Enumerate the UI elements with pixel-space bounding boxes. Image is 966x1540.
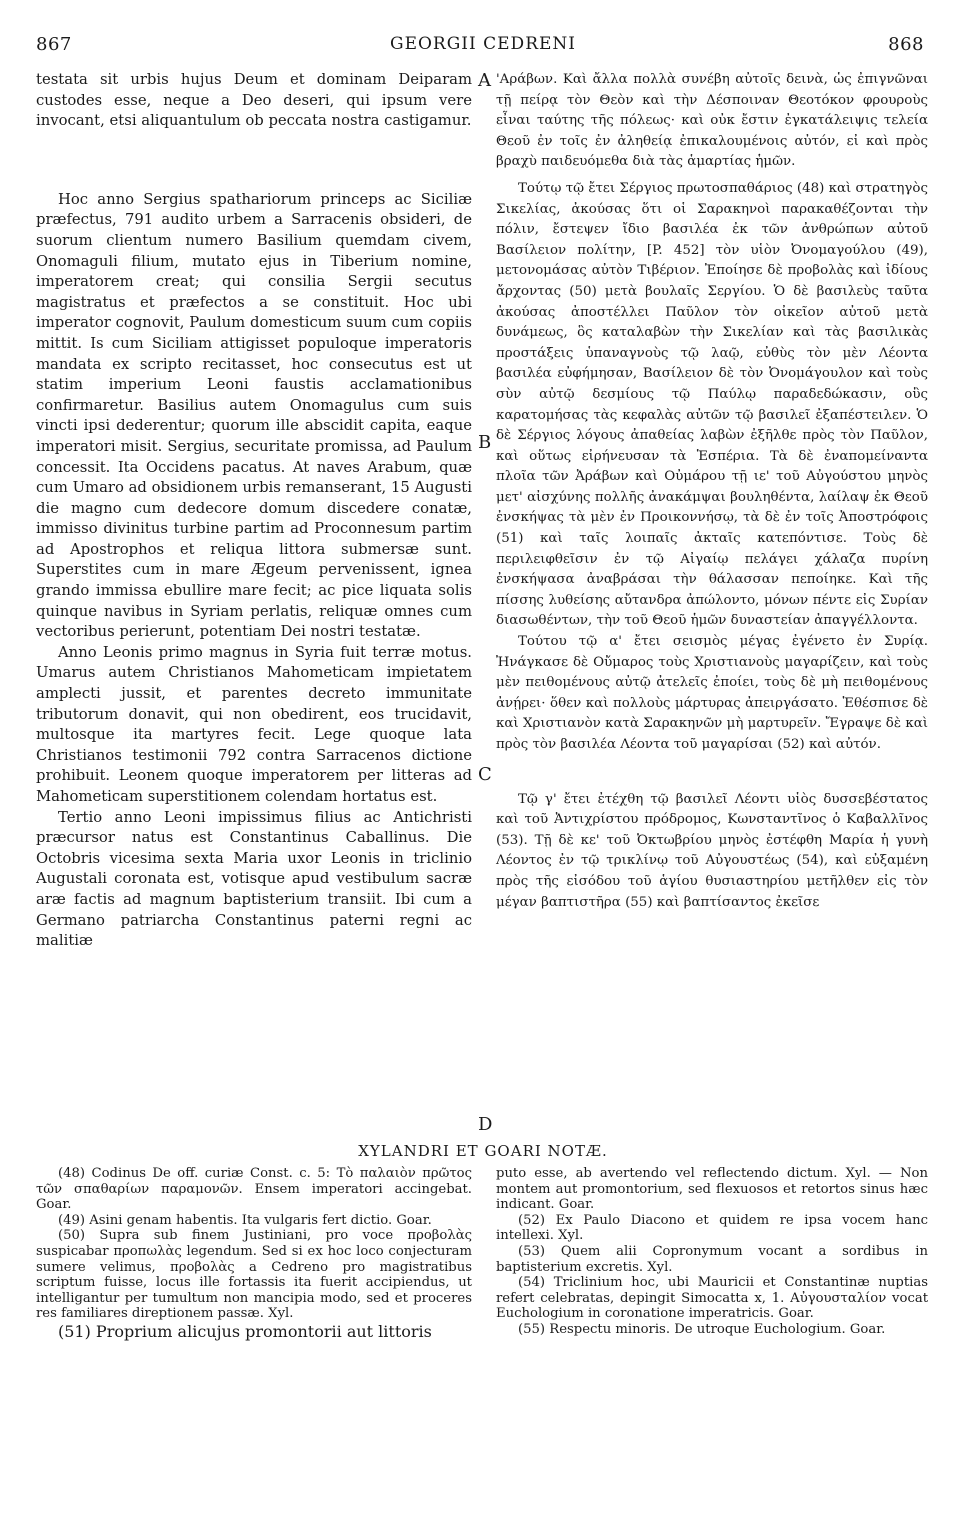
notes-right-column <box>496 1166 928 1338</box>
footnote: puto esse, ab avertendo vel reflectendo dictum. Xyl. — Non montem aut promontorium, sed flexuosos et retortos sinus hæc indicant. Goar. <box>496 1166 928 1213</box>
footnote: (53) Quem alii Copronymum vocant a sordibus in baptisterium excretis. Xyl. <box>496 1243 928 1275</box>
footnote: (50) Supra sub finem Justiniani, pro voce προβολὰς suspicabar προπωλὰς legendum. Sed si ex hoc loco conjecturam sumere velimus, προβολὰς a Cedreno pro magistratibus scriptum fuisse, locus ille fortassis ita fuerit accipiendus, ut intelligantur per tumultum non mancipia modo, sed et proceres res familiares direptionem passæ. Xyl. <box>36 1228 472 1322</box>
footnote: (52) Ex Paulo Diacono et quidem re ipsa vocem hanc intellexi. Xyl. <box>496 1212 928 1244</box>
running-title: GEORGII CEDRENI <box>390 34 576 54</box>
margin-marker-a: A <box>478 70 491 91</box>
footnote: (54) Triclinium hoc, ubi Mauricii et Constantinæ nuptias refert celebratas, depingit Simocatta x, 1. Αὐγουσταλίον vocat Euchologium in coronatione imperatricis. Goar. <box>496 1275 928 1322</box>
page-number-left: 867 <box>36 34 72 55</box>
margin-marker-d: D <box>478 1114 493 1135</box>
margin-marker-b: B <box>478 432 492 453</box>
greek-paragraph: 'Αράβων. Καὶ ἄλλα πολλὰ συνέβη αὐτοῖς δεινὰ, ὡς ἐπιγνῶναι τῇ πείρᾳ τὸν Θεὸν καὶ τὴν Δέσποιναν Θεοτόκον φρουροὺς εἶναι ταύτης τῆς πόλεως· καὶ οὐκ ἔστιν ἐγκατάλειψις τελεία Θεοῦ ἐν τοῖς ἐν ἀληθείᾳ ἐπικαλουμένοις αὐτόν, εἰ καὶ πρὸς βραχὺ παιδευόμεθα διὰ τὰς ἁμαρτίας ἡμῶν. <box>496 72 928 170</box>
latin-paragraph: Hoc anno Sergius spathariorum princeps ac Siciliæ præfectus, 791 audito urbem a Sarracenis obsideri, de suorum clientum numero Basilium quemdam civem, Onomaguli filium, mutato ejus in Tiberium nomine, imperatorem creat; qui consilia Sergii secutus magistratus et præfectos a se constituit. Hoc ubi imperator cognovit, Paulum domesticum suum cum copiis mittit. Is cum Siciliam attigisset populoque imperatoris mandata ex scripto recitasset, hoc consecutus est ut statim imperium Leoni faustis acclamationibus confirmaretur. Basilius autem Onomagulus cum suis vincti ipsi dederentur; quorum ille abscidit capita, eaque imperatori misit. Sergius, securitate promissa, ad Paulum concessit. Ita Occidens pacatus. At naves Arabum, quæ cum Umaro ad obsidionem urbis remanserant, 15 Augusti die magno cum dedecore domum discedere conatæ, immisso divinitus turbine partim ad Proconnesum partim ad Apostrophos et reliqua littora submersæ sunt. Superstites cum in mare Ægeum pervenissent, ignea grando immissa ebullire mare fecit; ac pice liquata solis quinque navibus in Syriam perlatis, reliquæ omnes cum vectoribus perierunt, potentiam Dei nostri testatæ. <box>36 190 472 641</box>
latin-column <box>36 70 472 952</box>
greek-paragraph: Τῷ γ' ἔτει ἐτέχθη τῷ βασιλεῖ Λέοντι υἱὸς δυσσεβέστατος καὶ τοῦ Ἀντιχρίστου πρόδρομος, Κωνσταντῖνος ὁ Καβαλλῖνος (53). Τῇ δὲ κε' τοῦ Ὀκτωβρίου μηνὸς ἐστέφθη Μαρία ἡ γυνὴ Λέοντος ἐν τῷ τρικλίνῳ τοῦ Αὐγουστέως (54), καὶ εὐξαμένη πρὸς τῆς εἰσόδου τοῦ ἁγίου θυσιαστηρίου μετῆλθεν εἰς τὸν μέγαν βαπτιστῆρα (55) καὶ βαπτίσαντος ἐκεῖσε <box>496 791 928 910</box>
latin-paragraph: Anno Leonis primo magnus in Syria fuit terræ motus. Umarus autem Christianos Mahometicam impietatem amplecti jussit, et parentes decreto immunitate tributorum donavit, qui non obedirent, eos trucidavit, multosque ita martyres fecit. Lege quoque lata Christianos testimonii 792 contra Sarracenos dictione prohibuit. Leonem quoque imperatorem per litteras ad Mahometicam superstitionem colendam hortatus est. <box>36 643 472 805</box>
latin-paragraph: Tertio anno Leoni impissimus filius ac Antichristi præcursor natus est Constantinus Caballinus. Die Octobris vicesima sexta Maria uxor Leonis in triclinio Augustali coronata est, votisque apud vestibulum sacræ aræ factis ad magnum baptisterium transiit. Ibi cum a Germano patriarcha Constantinus paterni regni ac malitiæ <box>36 808 472 950</box>
greek-paragraph: Τούτῳ τῷ ἔτει Σέργιος πρωτοσπαθάριος (48) καὶ στρατηγὸς Σικελίας, ἀκούσας ὅτι οἱ Σαρακηνοὶ παρακαθέζονται τὴν πόλιν, ἔστεψεν ἴδιο βασιλέα ἐκ τῶν ἀνθρώπων αὐτοῦ Βασίλειον πολίτην, [P. 452] τὸν υἱὸν Ὀνομαγούλου (49), μετονομάσας αὐτὸν Τιβέριον. Ἐποίησε δὲ προβολὰς καὶ ἰδίους ἄρχοντας (50) μετὰ βουλαῖς Σεργίου. Ὁ δὲ βασιλεὺς ταῦτα ἀκούσας ἀποστέλλει Παῦλον τὸν οἰκεῖον αὐτοῦ μετὰ δυνάμεως, ὃς καταλαβὼν τὴν Σικελίαν καὶ τὰς βασιλικὰς προστάξεις ὑπαναγνοὺς τῷ λαῷ, εὐθὺς τὸν μὲν Λέοντα βασιλέα εὐφήμησαν, Βασίλειον δὲ τὸν Ὀνομάγουλον καὶ τοὺς σὺν αὐτῷ δεσμίους τῷ Παύλῳ παραδεδώκασιν, οὓς καρατομήσας τὰς κεφαλὰς αὐτῶν τῷ βασιλεῖ ἐξαπέστειλεν. Ὁ δὲ Σέργιος λόγους ἀπαθείας λαβὼν ἐξῆλθε πρὸς τὸν Παῦλον, καὶ οὕτως εἰρήνευσαν τὰ Ἑσπέρια. Τὰ δὲ ἐναπομείναντα πλοῖα τῶν Ἀράβων καὶ Οὐμάρου τῇ ιε' τοῦ Αὐγούστου μηνὸς μετ' αἰσχύνης πολλῆς ἀνακάμψαι βουληθέντα, λαίλαψ ἐκ Θεοῦ ἐνσκήψας τὰ μὲν ἐν Προικοννήσῳ, τὰ δὲ ἐν τοῖς Ἀποστρόφοις (51) καὶ ταῖς λοιπαῖς ἀκταῖς κατεπόντισε. Τοὺς δὲ περιλειφθεῖσιν ἐν τῷ Αἰγαίῳ πελάγει χάλαζα πυρίνη ἐνσκήψασα ἀναβράσαι τὴν θάλασσαν πεποίηκε. Καὶ τῆς πίσσης λυθείσης αὔτανδρα ἀπώλοντο, μόνων πέντε εἰς Συρίαν διασωθέντων, τὴν τοῦ Θεοῦ ἡμῶν δυναστείαν ἀπαγγέλλοντα. <box>496 180 928 629</box>
notes-title: XYLANDRI ET GOARI NOTÆ. <box>358 1142 608 1160</box>
notes-left-column <box>36 1166 472 1342</box>
footnote: (48) Codinus De off. curiæ Const. c. 5: Τὸ παλαιὸν πρῶτος τῶν σπαθαρίων παραμονῶν. Ensem imperatori accingebat. Goar. <box>36 1166 472 1213</box>
greek-paragraph: Τούτου τῷ α' ἔτει σεισμὸς μέγας ἐγένετο ἐν Συρίᾳ. Ἠνάγκασε δὲ Οὔμαρος τοὺς Χριστιανοὺς μαγαρίζειν, καὶ τοὺς μὲν πειθομένους αὐτῷ ἀτελεῖς ἐποίει, τοὺς δὲ μὴ πειθομένους ἀνῄρει· ὅθεν καὶ πολλοὺς μάρτυρας ἀπειργάσατο. Ἐθέσπισε δὲ καὶ Χριστιανὸν κατὰ Σαρακηνῶν μὴ μαρτυρεῖν. Ἔγραψε δὲ καὶ πρὸς τὸν βασιλέα Λέοντα τοῦ μαγαρίσαι (52) καὶ αὐτόν. <box>496 634 928 752</box>
latin-paragraph: testata sit urbis hujus Deum et dominam Deiparam custodes esse, neque a Deo deseri, qui ipsum vere invocant, etsi aliquantulum ob peccata nostra castigamur. <box>36 71 472 130</box>
footnote: (55) Respectu minoris. De utroque Euchologium. Goar. <box>518 1321 886 1337</box>
margin-marker-c: C <box>478 764 492 785</box>
footnote: (49) Asini genam habentis. Ita vulgaris fert dictio. Goar. <box>58 1212 432 1228</box>
page-number-right: 868 <box>888 34 924 55</box>
footnote: (51) Proprium alicujus promontorii aut littoris <box>58 1321 432 1341</box>
greek-column <box>496 70 928 913</box>
